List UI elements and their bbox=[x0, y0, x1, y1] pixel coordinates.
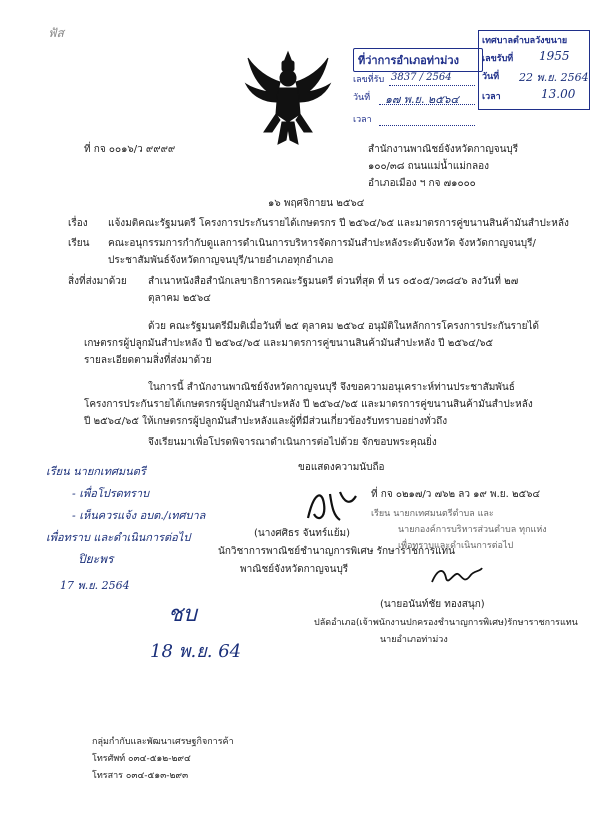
subject-text: แจ้งมติคณะรัฐมนตรี โครงการประกันรายได้เกษตรกร ปี ๒๕๖๔/๖๕ และมาตรการคู่ขนานสินค้ามันสำปะหลัง bbox=[108, 218, 569, 229]
top-left-note: ฟัส bbox=[48, 26, 64, 40]
tambon-stamp-time-value: 13.00 bbox=[541, 87, 576, 101]
signer-title-line-1: นักวิชาการพาณิชย์ชำนาญการพิเศษ รักษาราชการแทน bbox=[218, 546, 455, 557]
district-signer-signature-icon bbox=[428, 562, 486, 592]
tambon-stamp-time-label: เวลา bbox=[482, 92, 501, 102]
handwritten-initials: ชบ bbox=[168, 602, 197, 627]
sender-address-line-1: สำนักงานพาณิชย์จังหวัดกาญจนบุรี bbox=[368, 144, 519, 155]
footer-department: กลุ่มกำกับและพัฒนาเศรษฐกิจการค้า bbox=[92, 737, 234, 747]
closing: ขอแสดงความนับถือ bbox=[298, 462, 385, 473]
footer-phone: โทรศัพท์ ๐๓๔-๕๑๒-๒๙๔ bbox=[92, 754, 191, 764]
enclosure-text-line-1: สำเนาหนังสือสำนักเลขาธิการคณะรัฐมนตรี ด่วนที่สุด ที่ นร ๐๕๐๕/ว๓๘๔๖ ลงวันที่ ๒๗ bbox=[148, 276, 519, 287]
paragraph-3: จึงเรียนมาเพื่อโปรดพิจารณาดำเนินการต่อไปด้วย จักขอบพระคุณยิ่ง bbox=[148, 437, 437, 448]
tambon-stamp-recv-label: เลขรับที่ bbox=[482, 54, 514, 64]
tambon-stamp-recv-value: 1955 bbox=[539, 49, 570, 63]
signer-signature-icon bbox=[300, 484, 360, 528]
district-stamp-recv-value: 3837 / 2564 bbox=[391, 72, 452, 83]
document-date: ๑๖ พฤศจิกายน ๒๕๖๔ bbox=[268, 198, 365, 209]
to-text-line-2: ประชาสัมพันธ์จังหวัดกาญจนบุรี/นายอำเภอทุกอำเภอ bbox=[108, 255, 334, 266]
district-stamp-time-label: เวลา bbox=[353, 115, 372, 125]
paragraph-1-line-3: รายละเอียดตามสิ่งที่ส่งมาด้วย bbox=[84, 355, 212, 366]
handwritten-note-date: 17 พ.ย. 2564 bbox=[60, 579, 130, 592]
paragraph-2-line-3: ปี ๒๕๖๔/๖๕ ให้เกษตรกรผู้ปลูกมันสำปะหลังและผู้ที่มีส่วนเกี่ยวข้องรับทราบอย่างทั่วถึง bbox=[84, 416, 448, 427]
forward-stamp-line-3: นายกองค์การบริหารส่วนตำบล ทุกแห่ง bbox=[398, 525, 547, 535]
district-signer-title-line-1: ปลัดอำเภอ(เจ้าพนักงานปกครองชำนาญการพิเศษ)รักษาราชการแทน bbox=[314, 618, 578, 628]
district-stamp-title: ที่ว่าการอำเภอท่าม่วง bbox=[353, 48, 483, 72]
forward-stamp-line-4: เพื่อทราบและดำเนินการต่อไป bbox=[398, 541, 514, 551]
signer-title-line-2: พาณิชย์จังหวัดกาญจนบุรี bbox=[240, 564, 349, 575]
tambon-stamp-title: เทศบาลตำบลวังขนาย bbox=[482, 36, 568, 46]
district-stamp-date-value: ๑๗ พ.ย. ๒๕๖๔ bbox=[385, 93, 459, 106]
handwritten-note-signature: ปิยะพร bbox=[78, 552, 114, 566]
tambon-stamp-date-label: วันที่ bbox=[482, 72, 500, 82]
district-signer-name: (นายอนันท์ชัย ทองสนุก) bbox=[380, 599, 485, 610]
district-stamp-recv-label: เลขที่รับ bbox=[353, 75, 385, 85]
signer-name: (นางศศิธร จันทร์แย้ม) bbox=[254, 528, 351, 539]
handwritten-date: 18 พ.ย. 64 bbox=[150, 641, 242, 662]
paragraph-1-line-1: ด้วย คณะรัฐมนตรีมีมติเมื่อวันที่ ๒๕ ตุลาคม ๒๕๖๔ อนุมัติในหลักการโครงการประกันรายได้ bbox=[148, 321, 540, 332]
forward-stamp-line-2: เรียน นายกเทศมนตรีตำบล และ bbox=[371, 509, 494, 519]
enclosure-label: สิ่งที่ส่งมาด้วย bbox=[68, 276, 127, 287]
enclosure-text-line-2: ตุลาคม ๒๕๖๔ bbox=[148, 293, 211, 304]
handwritten-note-line-1: เรียน นายกเทศมนตรี bbox=[46, 465, 146, 478]
subject-label: เรื่อง bbox=[68, 218, 88, 229]
paragraph-1-line-2: เกษตรกรผู้ปลูกมันสำปะหลัง ปี ๒๕๖๔/๖๕ และมาตรการคู่ขนานสินค้ามันสำปะหลัง ปี ๒๕๖๔/๖๕ bbox=[84, 338, 494, 349]
footer-fax: โทรสาร ๐๓๔-๕๑๓-๒๙๓ bbox=[92, 771, 189, 781]
forward-stamp-line-1: ที่ กจ ๐๒๑๗/ว ๗๖๒ ลว ๑๙ พ.ย. ๒๕๖๔ bbox=[371, 489, 541, 500]
to-label: เรียน bbox=[68, 238, 90, 249]
handwritten-note-line-2: - เพื่อโปรดทราบ bbox=[72, 487, 150, 500]
tambon-receive-stamp bbox=[478, 30, 590, 110]
district-signer-title-line-2: นายอำเภอท่าม่วง bbox=[380, 635, 448, 645]
district-stamp-date-label: วันที่ bbox=[353, 93, 371, 103]
paragraph-2-line-2: โครงการประกันรายได้เกษตรกรผู้ปลูกมันสำปะหลัง ปี ๒๕๖๔/๖๕ และมาตรการคู่ขนานสินค้ามันสำปะหลัง bbox=[84, 399, 533, 410]
to-text-line-1: คณะอนุกรรมการกำกับดูแลการดำเนินการบริหารจัดการมันสำปะหลังระดับจังหวัด จังหวัดกาญจนบุรี/ bbox=[108, 238, 536, 249]
sender-address-line-3: อำเภอเมือง ฯ กจ ๗๑๐๐๐ bbox=[368, 178, 476, 189]
paragraph-2-line-1: ในการนี้ สำนักงานพาณิชย์จังหวัดกาญจนบุรี จึงขอความอนุเคราะห์ท่านประชาสัมพันธ์ bbox=[148, 382, 515, 393]
district-receive-stamp bbox=[345, 46, 473, 134]
sender-address-line-2: ๑๐๐/๓๘ ถนนแม่น้ำแม่กลอง bbox=[368, 161, 489, 172]
garuda-emblem-icon bbox=[242, 48, 334, 150]
tambon-stamp-date-value: 22 พ.ย. 2564 bbox=[519, 71, 589, 84]
document-number: ที่ กจ ๐๐๑๖/ว ๙๙๙๙ bbox=[84, 144, 176, 155]
handwritten-note-line-3: - เห็นควรแจ้ง อบต./เทศบาล bbox=[72, 509, 206, 522]
handwritten-note-line-4: เพื่อทราบ และดำเนินการต่อไป bbox=[46, 531, 191, 544]
